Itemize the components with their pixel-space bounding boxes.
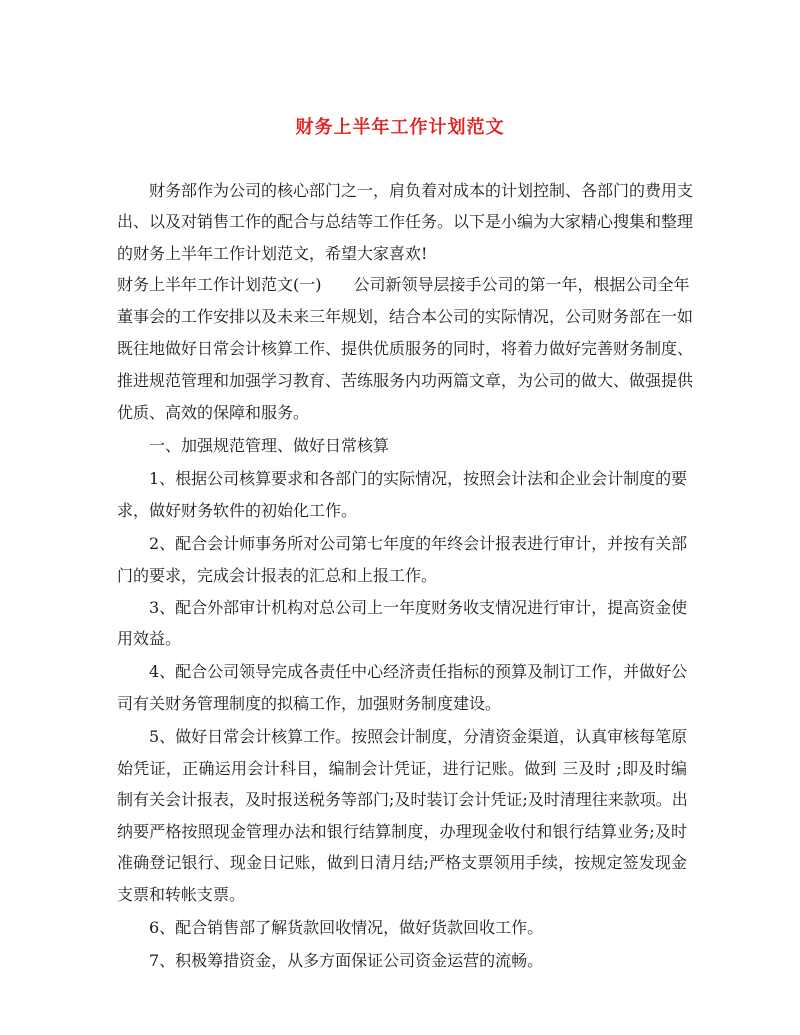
text-line: 出、以及对销售工作的配合与总结等工作任务。以下是小编为大家精心搜集和整理 xyxy=(117,212,694,231)
text-line: 7、积极筹措资金，从多方面保证公司资金运营的流畅。 xyxy=(149,951,544,970)
text-line: 优质、高效的保障和服务。 xyxy=(117,403,310,422)
text-line: 财务部作为公司的核心部门之一，肩负着对成本的计划控制、各部门的费用支 xyxy=(149,181,694,200)
text-line: 门的要求，完成会计报表的汇总和上报工作。 xyxy=(117,566,438,585)
text-line: 2、配合会计师事务所对公司第七年度的年终会计报表进行审计，并按有关部 xyxy=(149,534,688,553)
text-line: 求，做好财务软件的初始化工作。 xyxy=(117,501,358,520)
text-line: 准确登记银行、现金日记账，做到日清月结;严格支票领用手续，按规定签发现金 xyxy=(117,853,687,872)
text-line: 的财务上半年工作计划范文，希望大家喜欢! xyxy=(117,244,428,263)
section-heading: 一、加强规范管理、做好日常核算 xyxy=(149,436,390,455)
text-line: 董事会的工作安排以及未来三年规划，结合本公司的实际情况，公司财务部在一如 xyxy=(117,307,694,326)
document-title: 财务上半年工作计划范文 xyxy=(295,117,505,138)
text-line: 用效益。 xyxy=(117,629,182,648)
text-line: 4、配合公司领导完成各责任中心经济责任指标的预算及制订工作，并做好公 xyxy=(149,662,688,681)
text-line: 6、配合销售部了解货款回收情况，做好货款回收工作。 xyxy=(149,918,544,937)
text-line: 既往地做好日常会计核算工作、提供优质服务的同时，将着力做好完善财务制度、 xyxy=(117,339,694,358)
text-line: 推进规范管理和加强学习教育、苦练服务内功两篇文章，为公司的做大、做强提供 xyxy=(117,371,694,390)
text-line: 3、配合外部审计机构对总公司上一年度财务收支情况进行审计，提高资金使 xyxy=(149,598,688,617)
text-line: 始凭证，正确运用会计科目，编制会计凭证，进行记账。做到 三及时 ;即及时编 xyxy=(117,759,687,778)
text-line: 支票和转帐支票。 xyxy=(117,885,246,904)
text-line: 财务上半年工作计划范文(一) 公司新领导层接手公司的第一年，根据公司全年 xyxy=(117,275,690,294)
text-line: 纳要严格按照现金管理办法和银行结算制度，办理现金收付和银行结算业务;及时 xyxy=(117,822,687,841)
text-line: 司有关财务管理制度的拟稿工作，加强财务制度建设。 xyxy=(117,694,502,713)
text-line: 制有关会计报表，及时报送税务等部门;及时装订会计凭证;及时清理往来款项。出 xyxy=(117,790,688,809)
text-line: 1、根据公司核算要求和各部门的实际情况，按照会计法和企业会计制度的要 xyxy=(149,469,688,488)
text-line: 5、做好日常会计核算工作。按照会计制度，分清资金渠道，认真审核每笔原 xyxy=(149,727,688,746)
